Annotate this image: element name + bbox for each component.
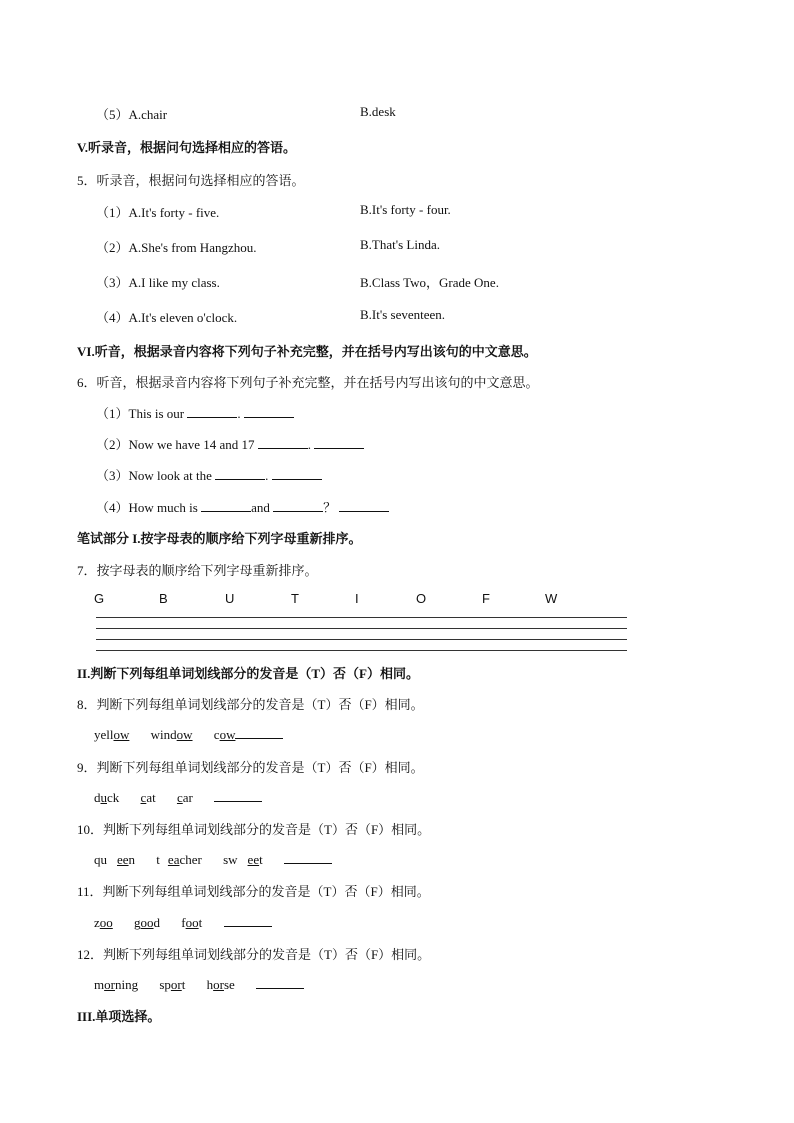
answer-blank[interactable] bbox=[272, 467, 322, 480]
word: window bbox=[150, 727, 193, 742]
writing-line[interactable] bbox=[96, 650, 627, 651]
separator: . bbox=[265, 468, 272, 483]
q6-4-text: （4）How much is bbox=[96, 500, 202, 515]
word: yellow bbox=[94, 727, 130, 742]
answer-blank[interactable] bbox=[187, 405, 237, 418]
answer-blank[interactable] bbox=[258, 436, 308, 449]
section-heading-ii: II.判断下列每组单词划线部分的发音是（T）否（F）相同。 bbox=[77, 666, 419, 681]
word: cat bbox=[140, 790, 156, 805]
writing-line[interactable] bbox=[96, 617, 627, 618]
q6-1 bbox=[96, 403, 294, 422]
question-8: 8．判断下列每组单词划线部分的发音是（T）否（F）相同。 bbox=[77, 697, 424, 712]
answer-blank[interactable] bbox=[201, 499, 251, 512]
writing-line[interactable] bbox=[96, 639, 627, 640]
q5-2-option-b: B.That's Linda. bbox=[360, 237, 440, 252]
answer-blank[interactable] bbox=[235, 726, 283, 739]
section-heading-written-i: 笔试部分 I.按字母表的顺序给下列字母重新排序。 bbox=[77, 531, 362, 546]
q5-3-option-a: （3）A.I like my class. bbox=[96, 275, 220, 290]
letter: B bbox=[159, 591, 168, 606]
word: sport bbox=[159, 977, 186, 992]
q6-3-text: （3）Now look at the bbox=[96, 468, 216, 483]
question-11: 11．判断下列每组单词划线部分的发音是（T）否（F）相同。 bbox=[77, 884, 430, 899]
q12-words bbox=[94, 976, 304, 993]
section-heading-iii: III.单项选择。 bbox=[77, 1009, 161, 1024]
word: t eacher bbox=[156, 852, 202, 867]
answer-blank[interactable] bbox=[256, 976, 304, 989]
question-12: 12．判断下列每组单词划线部分的发音是（T）否（F）相同。 bbox=[77, 947, 431, 962]
answer-blank[interactable] bbox=[273, 499, 323, 512]
q5-4-option-b: B.It's seventeen. bbox=[360, 307, 446, 322]
q6-1-text: （1）This is our bbox=[96, 406, 188, 421]
answer-blank[interactable] bbox=[284, 851, 332, 864]
letter: I bbox=[355, 591, 359, 606]
section-heading-vi: VI.听音，根据录音内容将下列句子补充完整，并在括号内写出该句的中文意思。 bbox=[77, 344, 537, 359]
word: cow bbox=[213, 727, 236, 742]
answer-blank[interactable] bbox=[224, 914, 272, 927]
word: duck bbox=[94, 790, 120, 805]
q10-words bbox=[94, 851, 332, 868]
q9-words bbox=[94, 789, 262, 806]
q6-3 bbox=[96, 465, 322, 484]
word: good bbox=[134, 915, 161, 930]
word: zoo bbox=[94, 915, 113, 930]
word: foot bbox=[181, 915, 203, 930]
question-5: 5．听录音，根据问句选择相应的答语。 bbox=[77, 173, 305, 188]
question-mark: ？ bbox=[323, 500, 340, 515]
option-a: （5）A.chair bbox=[96, 107, 168, 122]
word: car bbox=[176, 790, 193, 805]
answer-blank[interactable] bbox=[215, 467, 265, 480]
and-text: and bbox=[251, 500, 274, 515]
separator: . bbox=[237, 406, 244, 421]
question-10: 10．判断下列每组单词划线部分的发音是（T）否（F）相同。 bbox=[77, 822, 431, 837]
letter: W bbox=[545, 591, 558, 606]
answer-blank[interactable] bbox=[339, 499, 389, 512]
question-6: 6．听音，根据录音内容将下列句子补充完整，并在括号内写出该句的中文意思。 bbox=[77, 375, 539, 390]
letter: T bbox=[291, 591, 299, 606]
question-7: 7．按字母表的顺序给下列字母重新排序。 bbox=[77, 563, 318, 578]
answer-blank[interactable] bbox=[214, 789, 262, 802]
q11-words bbox=[94, 914, 272, 931]
q5-1-option-a: （1）A.It's forty - five. bbox=[96, 205, 220, 220]
q6-2 bbox=[96, 434, 364, 453]
q5-2-option-a: （2）A.She's from Hangzhou. bbox=[96, 240, 257, 255]
letter: O bbox=[416, 591, 427, 606]
section-heading-v: V.听录音，根据问句选择相应的答语。 bbox=[77, 140, 296, 155]
word: qu een bbox=[94, 852, 136, 867]
q6-4 bbox=[96, 497, 389, 516]
letter: G bbox=[94, 591, 105, 606]
letter: F bbox=[482, 591, 490, 606]
word: morning bbox=[94, 977, 139, 992]
question-9: 9．判断下列每组单词划线部分的发音是（T）否（F）相同。 bbox=[77, 760, 424, 775]
q5-1-option-b: B.It's forty - four. bbox=[360, 202, 451, 217]
q6-2-text: （2）Now we have 14 and 17 bbox=[96, 437, 258, 452]
separator: . bbox=[307, 437, 315, 452]
q8-words bbox=[94, 726, 283, 743]
q5-3-option-b: B.Class Two，Grade One. bbox=[360, 275, 499, 290]
answer-blank[interactable] bbox=[314, 436, 364, 449]
option-b: B.desk bbox=[360, 104, 396, 119]
writing-line[interactable] bbox=[96, 628, 627, 629]
q5-4-option-a: （4）A.It's eleven o'clock. bbox=[96, 310, 238, 325]
letter: U bbox=[225, 591, 235, 606]
word: sw eet bbox=[223, 852, 263, 867]
word: horse bbox=[206, 977, 235, 992]
answer-blank[interactable] bbox=[244, 405, 294, 418]
